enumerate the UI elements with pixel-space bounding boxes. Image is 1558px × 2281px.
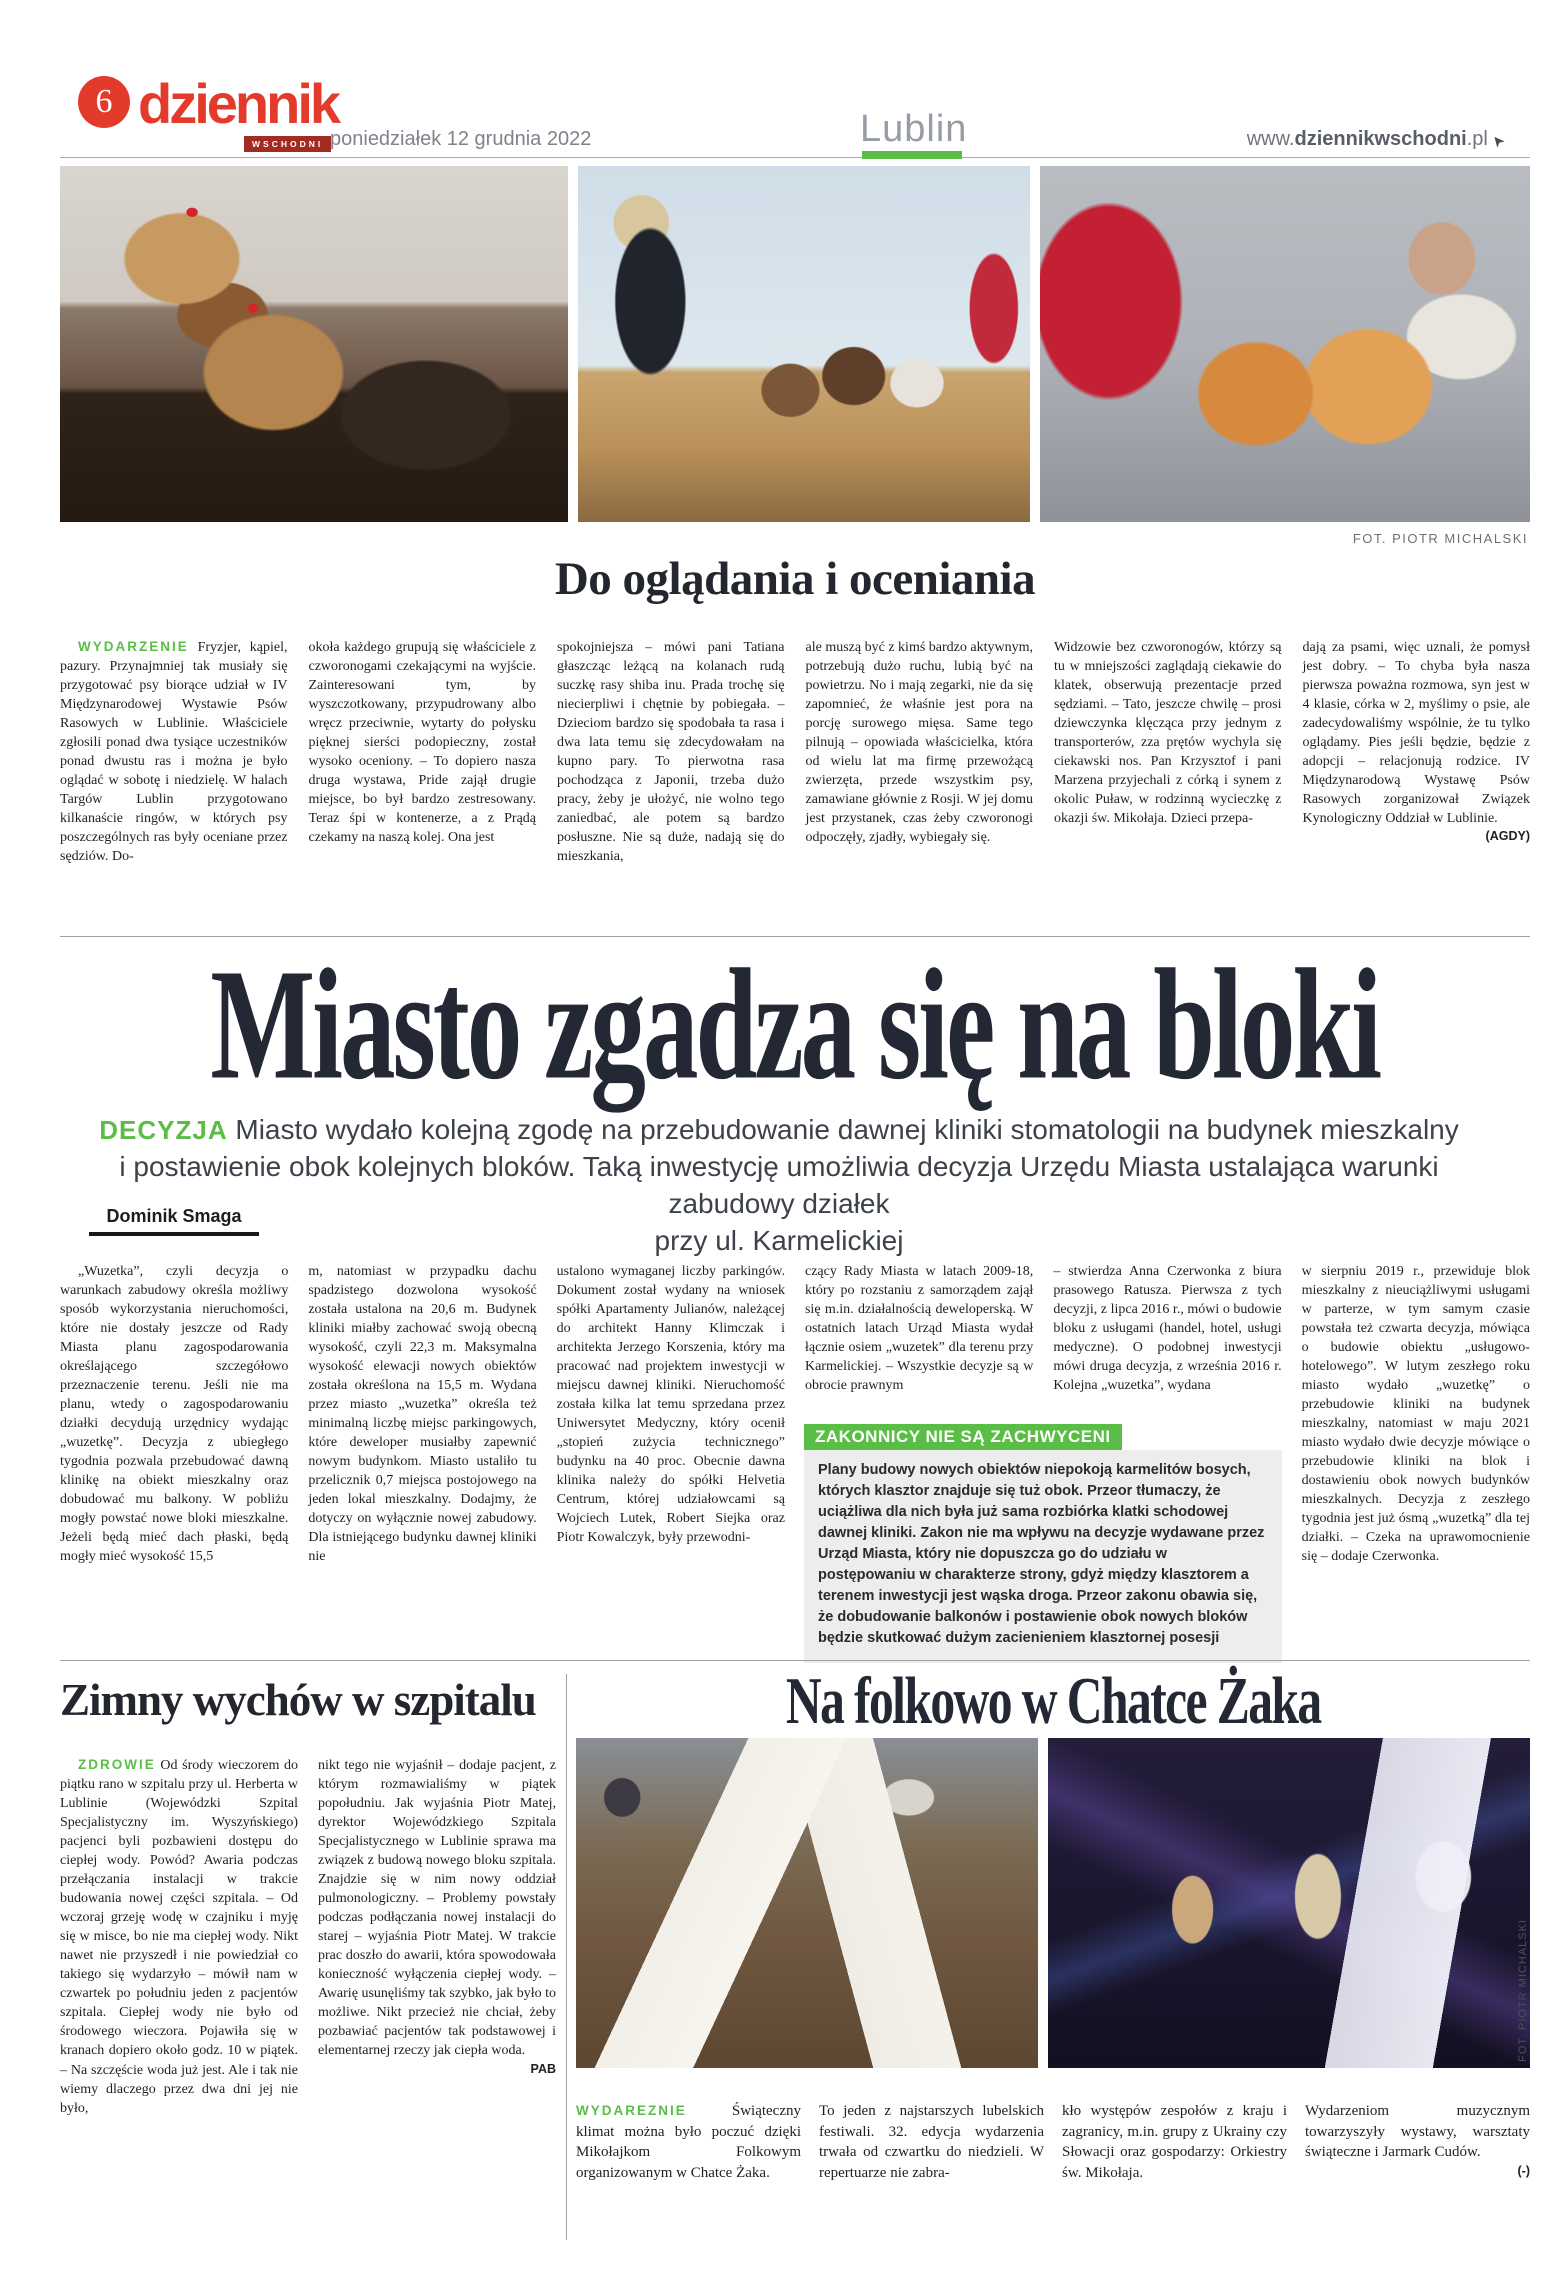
photo-folk-concert xyxy=(1048,1738,1530,2068)
newspaper-logo-subtitle: WSCHODNI xyxy=(244,136,331,152)
article-dogs-columns xyxy=(60,624,1530,880)
article-hospital-columns xyxy=(60,1742,556,2132)
lede-line-1: Miasto wydało kolejną zgodę na przebudowanie dawnej kliniki stomatologii na budynek mieszkalny xyxy=(235,1114,1459,1145)
article-blocks-col-6: w sierpniu 2019 r., przewiduje blok mieszkalny z nieuciążliwymi usługami w parterze, w tym samym czasie powstała też czwarta decyzja, mówiąca o budowie obiektu „usługowo-hotelowego”. W lutym zeszłego roku miasto wydało „wuzetkę” o przebudowie kliniki na budynek mieszkalny, natomiast w maju 2021 miasto wydało dwie decyzje mówiące o przebudowie kliniki na blok i dostawieniu obok nowych budynków mieszkalnych. Decyzja z zeszłego tygodnia jest już ósmą „wuzetką” dla tej działki. – Czeka na uprawomocnienie się – dodaje Czerwonka. xyxy=(1301,1264,1530,1565)
article-blocks-col-4: czący Rady Miasta w latach 2009-18, który po rozstaniu z samorządem zajął się m.in. działalnością deweloperską. W ostatnich latach Urząd Miasta wydał łącznie osiem „wuzetek” dla terenu przy Karmelickiej. – Wszystkie decyzje są w obrocie prawnym xyxy=(804,1264,1034,1394)
category-tag: WYDAREZNIE xyxy=(576,2103,687,2118)
article-folk-col-1 xyxy=(576,2101,801,2184)
website-prefix: www. xyxy=(1246,128,1295,150)
main-lede xyxy=(74,1112,1484,1260)
category-tag: WYDARZENIE xyxy=(78,639,189,654)
issue-date: poniedziałek 12 grudnia 2022 xyxy=(330,128,592,150)
photo-yorkies-grooming xyxy=(60,166,568,522)
column-text: Fryzjer, kąpiel, pazury. Przynajmniej tak musiały się przygotować psy biorące udział w IV Międzynarodowej Wystawie Psów Rasowych w Lublinie. Właściciele zgłosili ponad dwa tysiące uczestników ponad dwustu ras i można je było oglądać w sobotę i niedzielę. W halach Targów Lublin przygotowano kilkanaście ringów, w których psy poszczególnych ras były oceniane przez sędziów. Do- xyxy=(60,640,288,865)
website-suffix: .pl xyxy=(1466,128,1488,150)
photo-credit-vertical: FOT. PIOTR MICHALSKI xyxy=(1517,1919,1529,2062)
author-signature: (-) xyxy=(1517,2164,1530,2179)
column-text: nikt tego nie wyjaśnił – dodaje pacjent, z którym rozmawialiśmy w piątek popołudniu. Jak wyjaśnia Piotr Matej, dyrektor Wojewódzkiego Szpitala Specjalistycznego w Lublinie sprawa ma związek z budową nowego bloku szpitala. Znajdzie się w nim nowy oddział pulmonologiczny. – Problemy powstały podczas podłączania nowej instalacji do starej – wyjaśnia Piotr Matej. W trakcie prac doszło do awarii, która spowodowała konieczność wyłączenia ciepłej wody. – Awarię usunęliśmy tak szybko, jak było to możliwe. Nikt przecież nie chciał, żeby pozbawiać pacjentów tak podstawowej i elementarnej rzeczy jak ciepła woda. xyxy=(318,1758,556,2059)
article-folk-col-2: To jeden z najstarszych lubelskich festiwali. 32. edycja wydarzenia trwała od czwartku do niedzieli. W repertuarze nie zabra- xyxy=(819,2103,1044,2182)
website-link[interactable] xyxy=(1246,128,1510,152)
section-accent-bar xyxy=(862,151,962,159)
newspaper-logo: dziennik xyxy=(138,72,339,135)
article-dogs-col-1 xyxy=(60,638,288,866)
website-domain: dziennikwschodni xyxy=(1294,128,1467,150)
byline-name: Dominik Smaga xyxy=(106,1206,242,1226)
category-tag: ZDROWIE xyxy=(78,1757,156,1772)
photo-dog-show-grooming xyxy=(578,166,1030,522)
author-signature: PAB xyxy=(530,2061,556,2076)
lede-line-2: i postawienie obok kolejnych bloków. Taką inwestycję umożliwia decyzja Urzędu Miasta ustalająca warunki zabudowy działek xyxy=(119,1150,1439,1219)
column-text: dają za psami, więc uznali, że pomysł jest dobry. – To chyba była nasza pierwsza poważna rozmowa, syn jest w 4 klasie, córka w 2, myślimy o psie, ale zadecydowaliśmy wspólnie, że tu tylko oglądamy. Pies jeśli będzie, będzie z adopcji – relacjonują rodzice. IV Międzynarodową Wystawę Psów Rasowych zorganizował Związek Kynologiczny Oddział w Lublinie. xyxy=(1302,640,1530,827)
article-blocks-col-5: – stwierdza Anna Czerwonka z biura prasowego Ratusza. Pierwsza z tych decyzji, z lipca 2016 r., mówi o budowie bloku z usługami (handel, hotel, usługi medyczne). O podobnej inwestycji mówi druga decyzja, z września 2016 r. Kolejna „wuzetka”, wydana xyxy=(1053,1264,1282,1394)
article-dogs-col-2: okoła każdego grupują się właściciele z czworonogami czekającymi na wyjście. Zainteresowani tym, by wyszczotkowany, przypudrowany albo wręcz przeciwnie, wytarty do połysku pięknej sierści podopieczny, został wysoko oceniony. – To dopiero nasza druga wystawa, Pride zajął drugie miejsce, bo był bardzo zestresowany. Teraz śpi w kontenerze, a z Prądą czekamy na naszą kolej. Ona jest xyxy=(308,640,536,846)
article-blocks-columns xyxy=(60,1248,1530,1581)
infobox-monks xyxy=(804,1424,1282,1663)
article-folk-col-3: kło występów zespołów z kraju i zagranicy, m.in. grupy z Ukrainy czy Słowacji oraz gospodarzy: Orkiestry św. Mikołaja. xyxy=(1062,2103,1287,2182)
article-blocks-col-1: „Wuzetka”, czyli decyzja o warunkach zabudowy określa możliwy sposób wykorzystania nieruchomości, które nie dostały jeszcze od Rady Miasta planu zagospodarowania określającego szczegółowo przeznaczenie terenu. Jeśli nie ma planu, wtedy o zagospodarowaniu działki decydują urzędnicy wydając „wuzetkę”. Decyzja z ubiegłego tygodnia pozwala przebudować dawną klinikę na obiekt mieszkalny oraz dobudować mu balkony. W pobliżu mogły powstać nowe bloki mieszkalne. Jeżeli będą mieć dach płaski, będą mogły mieć wysokość 15,5 xyxy=(60,1264,289,1565)
photo-girl-with-pomeranians xyxy=(1040,166,1530,522)
article-dogs-col-5: Widzowie bez czworonogów, którzy są tu w mniejszości zaglądają ciekawie do klatek, obserwują prezentacje przed sędziami. – Tato, jeszcze chwilę – prosi dziewczynka klęcząca przy jednym z transporterów, zza prętów wychyla się ciekawski nos. Pan Krzysztof i pani Marzena przyjechali z córką i synem z okolic Puław, w rodzinną wycieczkę z okazji św. Mikołaja. Dzieci przepa- xyxy=(1054,640,1282,827)
author-signature: (AGDY) xyxy=(1485,829,1530,844)
article-folk-col-4 xyxy=(1305,2101,1530,2184)
byline xyxy=(60,1206,288,1236)
infobox-title: ZAKONNICY NIE SĄ ZACHWYCENI xyxy=(804,1424,1122,1450)
header-divider xyxy=(60,157,1530,158)
cursor-icon: ➤ xyxy=(1488,130,1510,152)
article-folk-columns xyxy=(576,2086,1530,2199)
article-dogs-col-6 xyxy=(1303,638,1531,866)
article-dogs-col-4: ale muszą być z kimś bardzo aktywnym, potrzebują dużo ruchu, lubią być na powietrzu. No i mają zegarki, nie da się zapomnieć, że właśnie jest pora na porcję surowego mięsa. Same tego pilnują – opowiada właścicielka, która od wielu lat ma firmę przewożącą zwierzęta, przede wszystkim psy, zamawiane głównie z Rosji. W jej domu jest przystanek, czas żeby czworonogi odpoczęły, zjadły, wybiegały się. xyxy=(805,640,1033,846)
column-text: Od środy wieczorem do piątku rano w szpitalu przy ul. Herberta w Lublinie (Wojewódzki Szpital Specjalistyczny im. Wyszyńskiego) pacjenci byli pozbawieni dostępu do ciepłej wody. Powód? Awaria podczas przełączania instalacji w trakcie budowania nowej części szpitala. – Od wczoraj grzeję wodę w czajniku i myję się w misce, bo nie ma ciepłej wody. Nikt nawet nie przyszedł i nie powiedział co takiego się wydarzyło – mówił nam w czwartek po południu jeden z pacjentów szpitala. Ciepłej wody nie było od środowego wieczora. Pojawiła się w kranach dopiero około godz. 10 w piątek. – Na szczęście woda już jest. Ale i tak nie wiemy dlaczego przez dwa dni jej nie było, xyxy=(60,1758,298,2116)
section-divider xyxy=(60,1660,1530,1661)
article-hospital-col-2 xyxy=(318,1756,556,2118)
infobox-body: Plany budowy nowych obiektów niepokoją karmelitów bosych, których klasztor znajduje się tuż obok. Przeor tłumaczy, że uciążliwa dla nich była już sama rozbiórka klatki schodowej dawnej kliniki. Zakon nie ma wpływu na decyzje wydawane przez Urząd Miasta, który nie dopuszcza go do udziału w postępowaniu w charakterze strony, gdyż między klasztorem a terenem inwestycji jest wąska droga. Przeor zakonu obawia się, że dobudowanie balkonów i postawienie obok nowych bloków będzie skutkować dużym zacienieniem klasztornej posesji xyxy=(804,1450,1282,1663)
article-title-folk-wrap xyxy=(576,1664,1530,1739)
column-text: Wydarzeniom muzycznym towarzyszyły wystawy, warsztaty świąteczne i Jarmark Cudów. xyxy=(1305,2103,1530,2161)
article-blocks-col-3: ustalono wymaganej liczby parkingów. Dokument został wydany na wniosek spółki Apartamenty Julianów, należącej do architekt Hanny Klimczak i architekta Jerzego Korszenia, który ma pracować nad projektem inwestycji w miejscu dawnej kliniki. Nieruchomość została kilka lat temu sprzedana przez Uniwersytet Medyczny, który ocenił „stopień zużycia technicznego” budynku na 40 proc. Obecnie dawna klinika należy do spółki Helvetia Centrum, której udziałowcami są Wojciech Lutek, Robert Siejka oraz Piotr Kowalczyk, były przewodni- xyxy=(556,1264,785,1546)
main-headline: Miasto zgadza się na bloki xyxy=(210,936,1380,1113)
article-blocks-col-2: m, natomiast w przypadku dachu spadzistego dozwolona wysokość została ustalona na 20,6 m. Budynek kliniki miałby zachować swoją obecną wysokość, czyli 22,3 m. Maksymalna wysokość elewacji nowych obiektów została określona na 15,5 m. Wydana przez miasto „wuzetka” określa też minimalną liczbę miejsc parkingowych, które deweloper musiałby zapewnić nowym budynkom. Miasto ustaliło tu przelicznik 0,7 miejsca postojowego na jeden lokal mieszkalny. Dodajmy, że dotyczy on wyłącznie nowej zabudowy. Dla istniejącego budynku dawnej kliniki nie xyxy=(308,1264,537,1565)
column-text: Świąteczny klimat można było poczuć dzięki Mikołajkom Folkowym organizowanym w Chatce Żaka. xyxy=(576,2103,801,2182)
article-hospital-col-1 xyxy=(60,1756,298,2118)
article-title-folk: Na folkowo w Chatce Żaka xyxy=(785,1664,1321,1739)
page-number-badge: 6 xyxy=(78,76,130,128)
article-dogs-col-3: spokojniejsza – mówi pani Tatiana głaszcząc leżącą na kolanach rudą suczkę rasy shiba inu. Prada trochę się niecierpliwi i chętnie by pobiegała. – Dzieciom bardzo się spodobała ta rasa i dwa lata temu się zdecydowałam na kupno pary. To pierwotna rasa pochodząca z Japonii, trzeba dużo pracy, żeby je ułożyć, nie wolno tego zaniedbać, ale potem są bardzo posłuszne. Nie są duże, nadają się do mieszkania, xyxy=(557,640,785,865)
photo-craft-workshop xyxy=(576,1738,1038,2068)
article-title-hospital: Zimny wychów w szpitalu xyxy=(60,1675,536,1725)
photo-credit: FOT. PIOTR MICHALSKI xyxy=(1352,531,1528,546)
main-headline-wrap xyxy=(60,936,1530,1114)
category-tag: DECYZJA xyxy=(99,1115,228,1145)
lede-line-3: przy ul. Karmelickiej xyxy=(654,1224,904,1256)
section-title: Lublin xyxy=(860,108,968,150)
byline-underline xyxy=(89,1232,259,1236)
vertical-divider xyxy=(566,1674,567,2240)
article-title-dogs: Do oglądania i oceniania xyxy=(554,553,1036,605)
